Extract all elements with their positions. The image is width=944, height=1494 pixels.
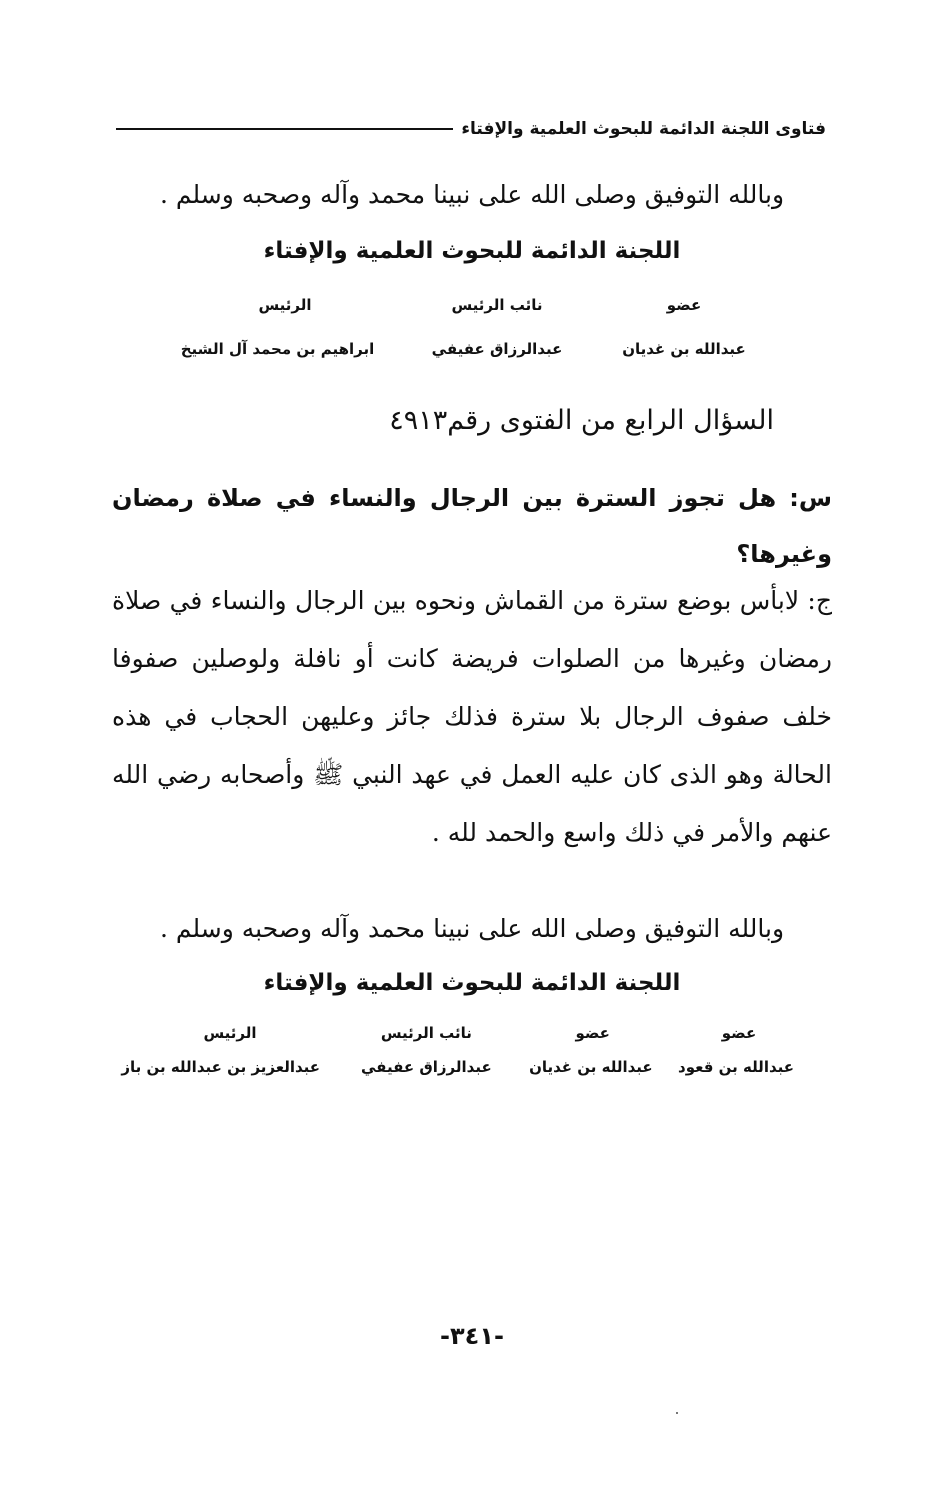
signatory-role: نائب الرئيس — [380, 1024, 472, 1042]
header-rule — [116, 128, 453, 130]
signatory-name: عبدالعزيز بن عبدالله بن باز — [121, 1058, 321, 1076]
signatory-name: عبدالله بن غديان — [529, 1058, 653, 1076]
header-title: فتاوى اللجنة الدائمة للبحوث العلمية والإفتاء — [461, 119, 826, 139]
signature-names-2 — [121, 1058, 794, 1076]
committee-name-2: اللجنة الدائمة للبحوث العلمية والإفتاء — [263, 970, 681, 996]
signature-roles-2 — [140, 1024, 794, 1042]
signatory-name: ابراهيم بن محمد آل الشيخ — [180, 340, 375, 358]
signatory-role: عضو — [575, 1024, 610, 1042]
signatory-role: الرئيس — [258, 296, 312, 314]
page-number: -٣٤١- — [440, 1322, 504, 1350]
signatory-name: عبدالرزاق عفيفي — [431, 340, 563, 358]
closing-formula-2: وبالله التوفيق وصلى الله على نبينا محمد وآله وصحبه وسلم . — [159, 914, 785, 943]
signatory-role: الرئيس — [203, 1024, 257, 1042]
question-text: س: هل تجوز السترة بين الرجال والنساء في صلاة رمضان وغيرها؟ — [112, 484, 832, 568]
scan-speck — [676, 1412, 678, 1414]
signatory-role: عضو — [666, 296, 702, 314]
signatory-role: عضو — [721, 1024, 757, 1042]
signatory-name: عبدالله بن غديان — [622, 340, 746, 358]
committee-name-1: اللجنة الدائمة للبحوث العلمية والإفتاء — [263, 238, 681, 264]
signatory-name: عبدالرزاق عفيفي — [361, 1058, 492, 1076]
section-heading: السؤال الرابع من الفتوى رقم٤٩١٣ — [389, 405, 774, 436]
signature-roles-1 — [180, 296, 764, 314]
closing-formula-1: وبالله التوفيق وصلى الله على نبينا محمد وآله وصحبه وسلم . — [159, 180, 785, 209]
signatory-name: عبدالله بن قعود — [678, 1058, 794, 1076]
answer-text: ج: لابأس بوضع سترة من القماش ونحوه بين الرجال والنساء في صلاة رمضان وغيرها من الصلوات فريضة كانت أو نافلة ولوصلين صفوفا خلف صفوف الرجال بلا سترة فذلك جائز وعليهن الحجاب في هذه الحالة وهو الذى كان عليه العمل في عهد النبي ﷺ وأصحابه رضي الله عنهم والأمر في ذلك واسع والحمد لله . — [112, 586, 832, 847]
signature-names-1 — [165, 340, 764, 358]
signatory-role: نائب الرئيس — [451, 296, 543, 314]
running-header — [116, 114, 826, 144]
